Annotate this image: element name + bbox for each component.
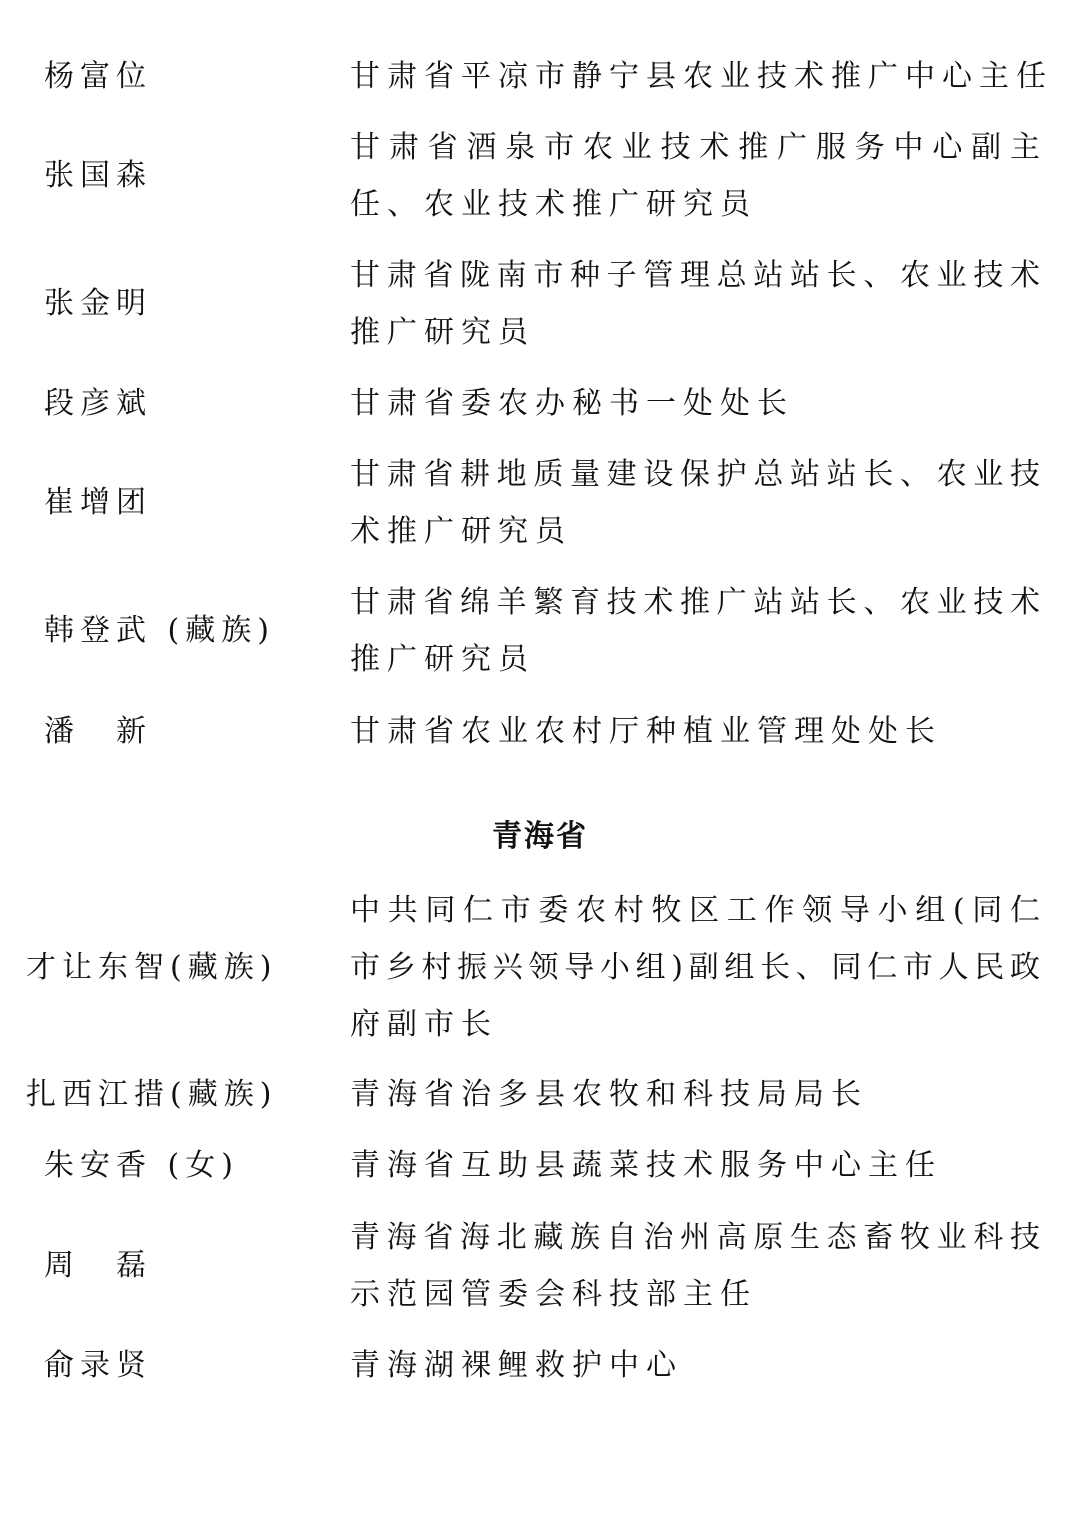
title-line: 甘肃省委农办秘书一处处长 xyxy=(350,386,794,421)
title-line: 任、农业技术推广研究员 xyxy=(350,187,757,222)
person-name: 韩登武 (藏族) xyxy=(44,613,275,648)
section-heading: 青海省 xyxy=(492,819,588,854)
person-name: 扎西江措(藏族) xyxy=(26,1077,278,1112)
title-line: 青海湖裸鲤救护中心 xyxy=(350,1348,683,1383)
person-title xyxy=(350,247,1040,361)
person-title xyxy=(350,375,1040,432)
title-line: 甘肃省平凉市静宁县农业技术推广中心主任 xyxy=(350,59,1053,94)
title-line: 推广研究员 xyxy=(350,642,535,677)
person-name: 周 磊 xyxy=(44,1248,152,1283)
person-name: 杨富位 xyxy=(44,59,152,94)
person-title xyxy=(350,1209,1040,1323)
person-title xyxy=(350,703,1040,760)
person-title xyxy=(350,1337,1040,1394)
title-line: 示范园管委会科技部主任 xyxy=(350,1277,757,1312)
person-name: 潘 新 xyxy=(44,714,152,749)
title-line: 甘肃省酒泉市农业技术推广服务中心副主 xyxy=(350,130,1040,165)
person-title xyxy=(350,574,1040,688)
person-title xyxy=(350,1066,1040,1123)
title-line: 甘肃省绵羊繁育技术推广站站长、农业技术 xyxy=(350,585,1040,620)
title-line: 青海省互助县蔬菜技术服务中心主任 xyxy=(350,1148,942,1183)
title-line: 青海省治多县农牧和科技局局长 xyxy=(350,1077,868,1112)
person-name: 才让东智(藏族) xyxy=(26,950,278,985)
person-name: 朱安香 (女) xyxy=(44,1148,239,1183)
person-title xyxy=(350,882,1040,1053)
person-name: 张国森 xyxy=(44,158,152,193)
person-name: 张金明 xyxy=(44,286,152,321)
person-title xyxy=(350,446,1040,560)
title-line: 甘肃省陇南市种子管理总站站长、农业技术 xyxy=(350,258,1040,293)
title-line: 市乡村振兴领导小组)副组长、同仁市人民政 xyxy=(350,950,1040,985)
title-line: 术推广研究员 xyxy=(350,514,572,549)
person-name: 段彦斌 xyxy=(44,386,152,421)
person-title xyxy=(350,1137,1040,1194)
title-line: 青海省海北藏族自治州高原生态畜牧业科技 xyxy=(350,1220,1040,1255)
person-title xyxy=(350,119,1040,233)
person-name: 俞录贤 xyxy=(44,1348,152,1383)
title-line: 推广研究员 xyxy=(350,315,535,350)
title-line: 中共同仁市委农村牧区工作领导小组(同仁 xyxy=(350,893,1040,928)
title-line: 甘肃省农业农村厅种植业管理处处长 xyxy=(350,714,942,749)
title-line: 甘肃省耕地质量建设保护总站站长、农业技 xyxy=(350,457,1040,492)
person-name: 崔增团 xyxy=(44,485,152,520)
title-line: 府副市长 xyxy=(350,1007,498,1042)
person-title xyxy=(350,48,1053,105)
